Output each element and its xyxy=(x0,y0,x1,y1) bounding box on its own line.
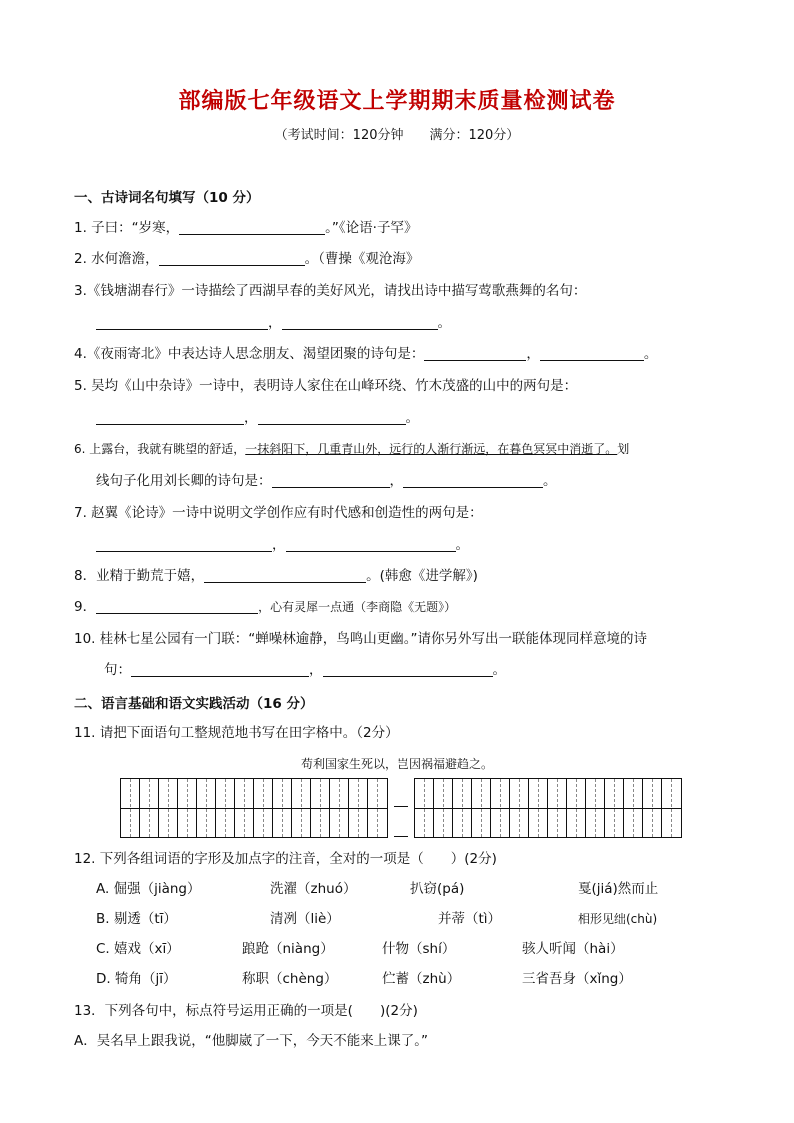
option-c-1[interactable]: C. 嬉戏（xī） xyxy=(96,941,180,957)
question-2: 2. 水何澹澹， 。（曹操《观沧海》 xyxy=(74,251,420,267)
grid-cell[interactable] xyxy=(529,779,548,837)
grid-cell[interactable] xyxy=(548,779,567,837)
option-d-3: 伫蓄（zhù） xyxy=(382,971,461,987)
question-11: 11. 请把下面语句工整规范地书写在田字格中。（2分） xyxy=(74,725,399,741)
answer-blank[interactable] xyxy=(204,568,366,583)
answer-blank[interactable] xyxy=(403,473,543,488)
grid-cell[interactable] xyxy=(567,779,586,837)
option-b-4: 相形见绌(chù) xyxy=(578,912,658,926)
option-c-2: 踉跄（niàng） xyxy=(242,941,334,957)
grid-cell[interactable] xyxy=(197,779,216,837)
option-a-4: 戛(jiá)然而止 xyxy=(578,881,659,897)
question-10: 10. 桂林七星公园有一门联：“蝉噪林逾静，鸟鸣山更幽。”请你另外写出一联能体现同样意境的诗 xyxy=(74,631,647,647)
answer-blank[interactable] xyxy=(272,473,390,488)
grid-cell[interactable] xyxy=(254,779,273,837)
question-3: 3.《钱塘湖春行》一诗描绘了西湖早春的美好风光，请找出诗中描写莺歌燕舞的名句： xyxy=(74,283,587,299)
grid-cell[interactable] xyxy=(121,779,140,837)
question-8: 8．业精于勤荒于嬉， 。(韩愈《进学解》) xyxy=(74,568,478,584)
option-c-3: 什物（shí） xyxy=(382,941,456,957)
option-d-1[interactable]: D. 犄角（jī） xyxy=(96,971,177,987)
section-2-heading: 二、语言基础和语文实践活动（16 分） xyxy=(74,696,314,712)
answer-blank[interactable] xyxy=(323,662,493,677)
option-a-2: 洗濯（zhuó） xyxy=(270,881,357,897)
question-4: 4.《夜雨寄北》中表达诗人思念朋友、渴望团聚的诗句是： ， 。 xyxy=(74,346,658,362)
answer-blank[interactable] xyxy=(286,537,456,552)
question-7: 7. 赵翼《论诗》一诗中说明文学创作应有时代感和创造性的两句是： xyxy=(74,505,483,521)
answer-blank[interactable] xyxy=(96,599,258,614)
question-5-answer: ， 。 xyxy=(96,408,419,428)
grid-cell[interactable] xyxy=(235,779,254,837)
exam-info: （考试时间：120分钟 满分：120分） xyxy=(274,128,520,143)
grid-cell[interactable] xyxy=(368,779,387,837)
grid-cell[interactable] xyxy=(586,779,605,837)
option-d-2: 称职（chèng） xyxy=(242,971,338,987)
question-9: 9． ，心有灵犀一点通（李商隐《无题》） xyxy=(74,599,457,615)
grid-cell[interactable] xyxy=(453,779,472,837)
grid-cell[interactable] xyxy=(624,779,643,837)
answer-blank[interactable] xyxy=(96,410,244,425)
answer-blank[interactable] xyxy=(179,220,325,235)
tianzige-grid-left[interactable] xyxy=(120,778,388,838)
question-6: 6. 上露台，我就有眺望的舒适，一抹斜阳下，几重青山外，远行的人渐行渐远，在暮色冥冥中消逝了。划 xyxy=(74,442,630,456)
grid-cell[interactable] xyxy=(178,779,197,837)
grid-cell[interactable] xyxy=(216,779,235,837)
answer-blank[interactable] xyxy=(282,315,438,330)
question-12: 12. 下列各组词语的字形及加点字的注音，全对的一项是（ ）(2分) xyxy=(74,851,497,867)
option-b-2: 清冽（liè） xyxy=(270,911,340,927)
section-1-heading: 一、古诗词名句填写（10 分） xyxy=(74,190,260,206)
question-10-answer: 句： ， 。 xyxy=(104,662,506,678)
copy-sentence: 苟利国家生死以，岂因祸福避趋之。 xyxy=(300,757,493,771)
answer-blank[interactable] xyxy=(258,410,406,425)
grid-cell[interactable] xyxy=(311,779,330,837)
grid-cell[interactable] xyxy=(605,779,624,837)
option-b-1[interactable]: B. 剔透（tī） xyxy=(96,911,177,927)
answer-blank[interactable] xyxy=(96,537,272,552)
grid-cell[interactable] xyxy=(472,779,491,837)
question-7-answer: ， 。 xyxy=(96,535,469,555)
question-3-answer: ， 。 xyxy=(96,313,451,333)
option-a-1[interactable]: A. 倔强（jiàng） xyxy=(96,881,201,897)
grid-separator xyxy=(394,836,408,837)
grid-cell[interactable] xyxy=(491,779,510,837)
grid-cell[interactable] xyxy=(643,779,662,837)
option-d-4: 三省吾身（xǐng） xyxy=(522,971,632,987)
grid-separator xyxy=(394,806,408,807)
grid-cell[interactable] xyxy=(292,779,311,837)
grid-cell[interactable] xyxy=(330,779,349,837)
question-13: 13．下列各句中，标点符号运用正确的一项是( )(2分) xyxy=(74,1003,418,1019)
grid-cell[interactable] xyxy=(662,779,681,837)
grid-cell[interactable] xyxy=(159,779,178,837)
answer-blank[interactable] xyxy=(159,251,305,266)
question-6-answer: 线句子化用刘长卿的诗句是： ， 。 xyxy=(96,473,557,489)
grid-cell[interactable] xyxy=(510,779,529,837)
question-13-option-a[interactable]: A．吴名早上跟我说，“他脚崴了一下，今天不能来上课了。” xyxy=(74,1033,428,1049)
tianzige-grid-right[interactable] xyxy=(414,778,682,838)
grid-cell[interactable] xyxy=(415,779,434,837)
answer-blank[interactable] xyxy=(540,346,644,361)
option-a-3: 扒窃(pá) xyxy=(410,881,465,897)
grid-cell[interactable] xyxy=(140,779,159,837)
question-5: 5. 吴均《山中杂诗》一诗中，表明诗人家住在山峰环绕、竹木茂盛的山中的两句是： xyxy=(74,378,578,394)
page-title: 部编版七年级语文上学期期末质量检测试卷 xyxy=(178,88,616,114)
grid-cell[interactable] xyxy=(273,779,292,837)
question-1: 1. 子曰：“岁寒， 。”《论语·子罕》 xyxy=(74,220,418,236)
answer-blank[interactable] xyxy=(424,346,526,361)
grid-cell[interactable] xyxy=(349,779,368,837)
answer-blank[interactable] xyxy=(96,315,268,330)
option-b-3: 并蒂（tì） xyxy=(438,911,502,927)
answer-blank[interactable] xyxy=(131,662,309,677)
grid-cell[interactable] xyxy=(434,779,453,837)
option-c-4: 骇人听闻（hài） xyxy=(522,941,624,957)
